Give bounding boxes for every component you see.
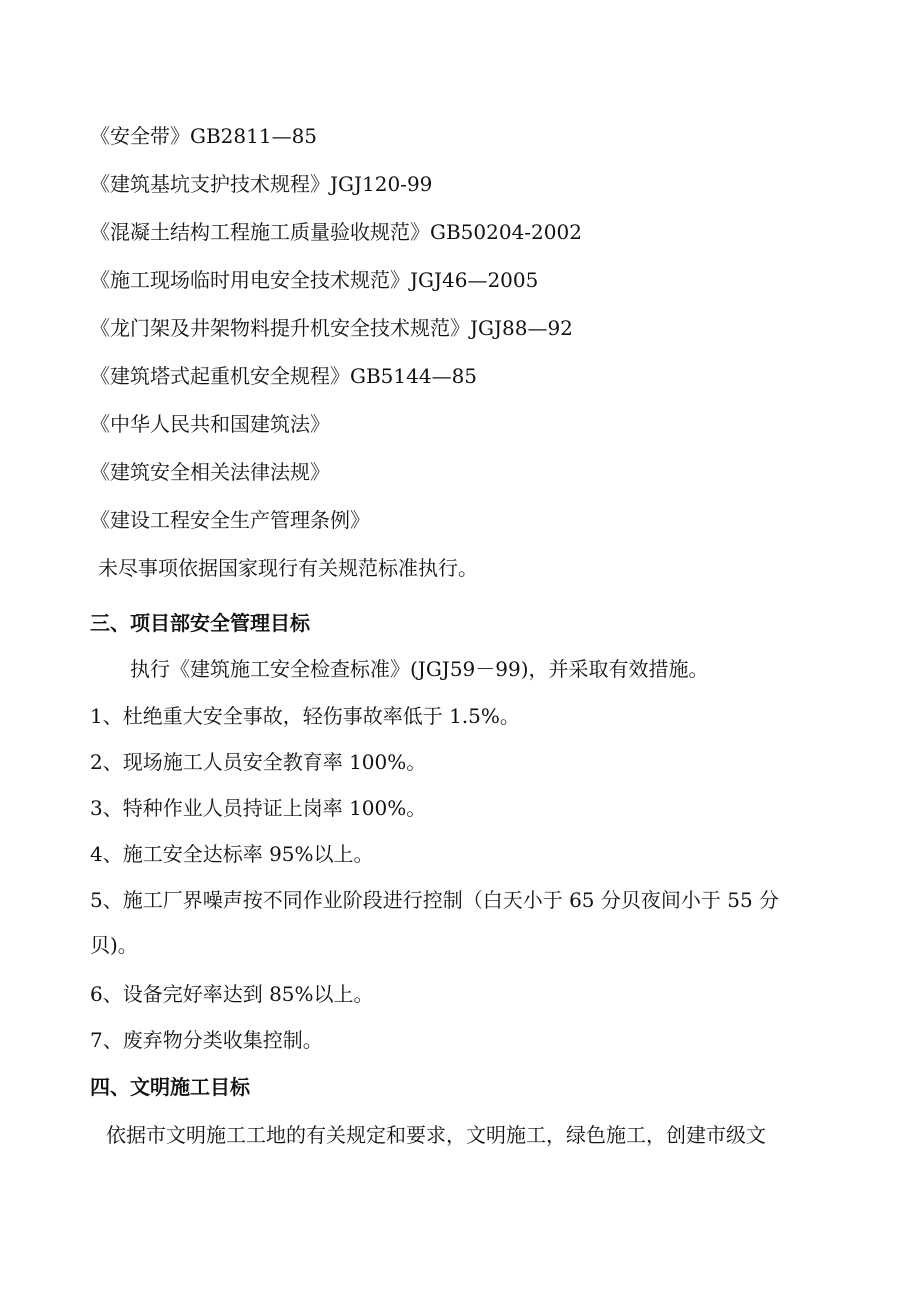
target-item: 5、施工厂界噪声按不同作业阶段进行控制（白天小于 65 分贝夜间小于 55 分	[90, 888, 780, 912]
target-item: 7、废弃物分类收集控制。	[90, 1028, 323, 1052]
section-heading: 三、项目部安全管理目标	[90, 611, 310, 635]
reference-item: 《施工现场临时用电安全技术规范》JGJ46—2005	[90, 268, 539, 292]
target-item: 6、设备完好率达到 85%以上。	[90, 982, 374, 1006]
references-note: 未尽事项依据国家现行有关规范标准执行。	[98, 556, 478, 580]
reference-item: 《中华人民共和国建筑法》	[90, 412, 330, 436]
section-heading: 四、文明施工目标	[90, 1075, 250, 1099]
reference-item: 《建筑塔式起重机安全规程》GB5144—85	[90, 364, 478, 388]
reference-item: 《建筑安全相关法律法规》	[90, 460, 330, 484]
reference-item: 《龙门架及井架物料提升机安全技术规范》JGJ88—92	[90, 316, 573, 340]
reference-item: 《混凝土结构工程施工质量验收规范》GB50204-2002	[90, 220, 582, 244]
reference-item: 《安全带》GB2811—85	[90, 124, 318, 148]
reference-item: 《建筑基坑支护技术规程》JGJ120-99	[90, 172, 433, 196]
section-text: 依据市文明施工工地的有关规定和要求，文明施工，绿色施工，创建市级文	[106, 1123, 766, 1147]
target-item: 1、杜绝重大安全事故，轻伤事故率低于 1.5%。	[90, 704, 520, 728]
target-item: 3、特种作业人员持证上岗率 100%。	[90, 796, 427, 820]
target-item: 4、施工安全达标率 95%以上。	[90, 842, 374, 866]
reference-item: 《建设工程安全生产管理条例》	[90, 508, 370, 532]
section-intro: 执行《建筑施工安全检查标准》(JGJ59－99)，并采取有效措施。	[130, 657, 709, 681]
target-item: 2、现场施工人员安全教育率 100%。	[90, 750, 427, 774]
target-item-continuation: 贝)。	[90, 933, 138, 957]
